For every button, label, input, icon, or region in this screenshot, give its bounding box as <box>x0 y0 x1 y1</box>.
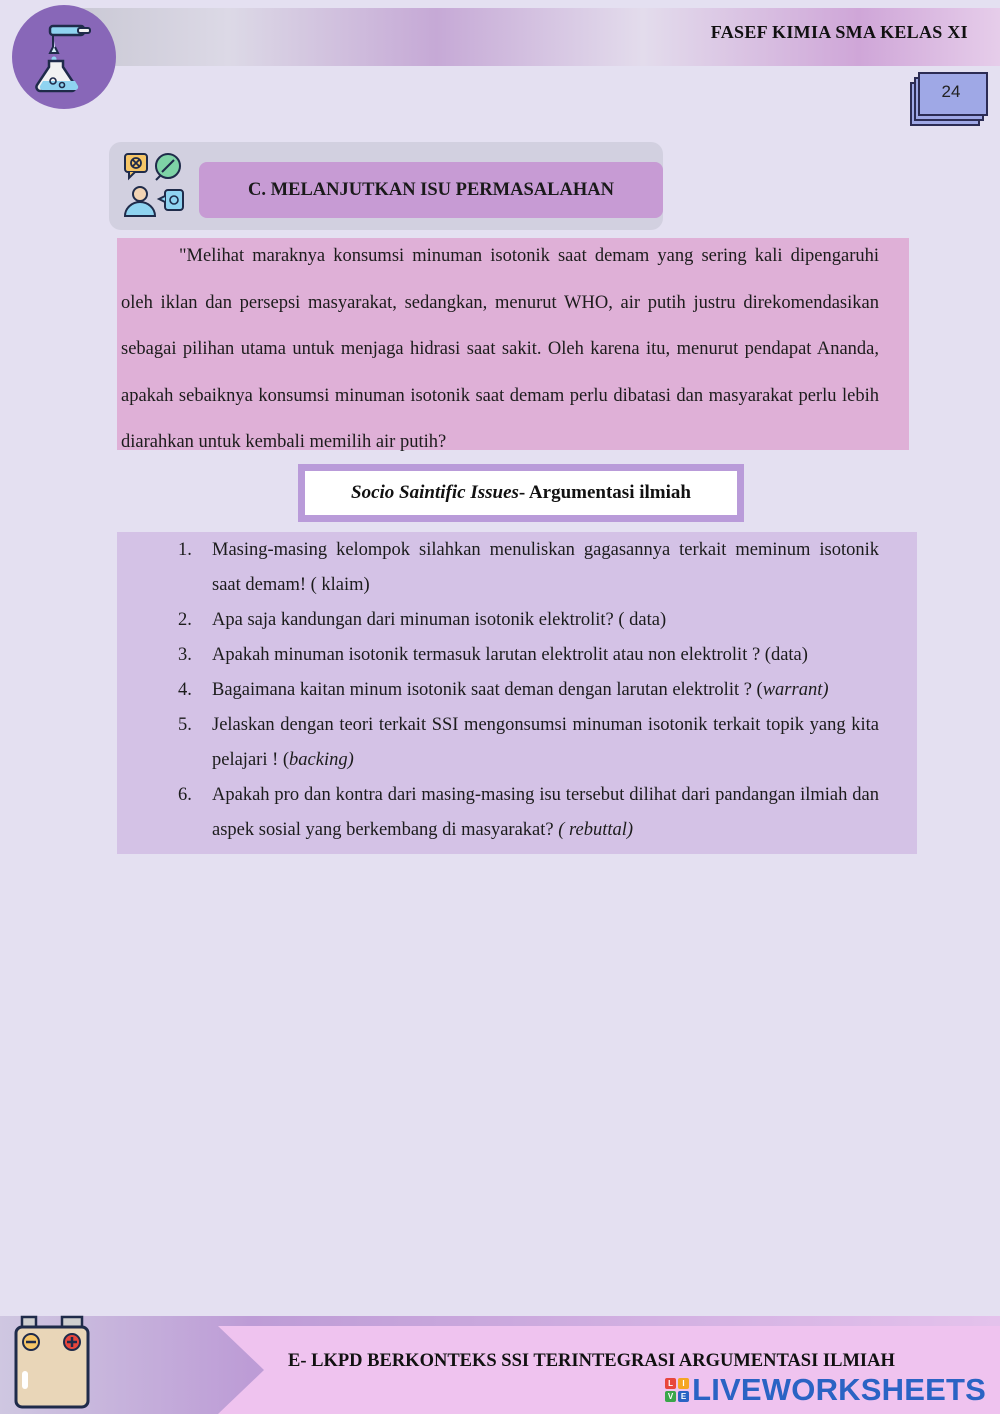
brand-grid-icon <box>665 1378 689 1402</box>
question-text: Bagaimana kaitan minum isotonik saat deman dengan larutan elektrolit ? ( <box>212 680 763 700</box>
question-text: Jelaskan dengan teori terkait SSI mengonsumsi minuman isotonik terkait topik yang kita pelajari ! ( <box>212 715 879 770</box>
page-number: 24 <box>941 82 961 101</box>
flask-dropper-icon <box>34 19 104 95</box>
question-text: Apakah pro dan kontra dari masing-masing isu tersebut dilihat dari pandangan ilmiah dan aspek sosial yang berkembang di masyarakat? <box>212 785 879 840</box>
brand-letter: V <box>665 1391 676 1402</box>
brand-letter: L <box>665 1378 676 1389</box>
question-text: Apa saja kandungan dari minuman isotonik elektrolit? ( data) <box>212 610 667 630</box>
section-header <box>109 142 663 230</box>
question-text: Apakah minuman isotonik termasuk larutan elektrolit atau non elektrolit ? (data) <box>212 645 808 665</box>
question-item <box>178 533 879 603</box>
issue-paragraph: "Melihat maraknya konsumsi minuman isotonik saat demam yang sering kali dipengaruhi oleh iklan dan persepsi masyarakat, sedangkan, menurut WHO, air putih justru direkomendasikan sebagai pilihan utama untuk menjaga hidrasi saat sakit. Oleh karena itu, menurut pendapat Ananda, apakah sebaiknya konsumsi minuman isotonik saat demam perlu dibatasi dan masyarakat perlu lebih diarahkan untuk kembali memilih air putih? <box>121 246 879 452</box>
question-item <box>178 673 879 708</box>
question-list <box>178 533 879 848</box>
header-title: FASEF KIMIA SMA KELAS XI <box>710 22 968 42</box>
question-item <box>178 708 879 778</box>
ssi-title-italic: Socio Saintific Issues <box>351 482 519 503</box>
battery-icon <box>14 1313 90 1411</box>
page-number-badge <box>908 70 990 126</box>
liveworksheets-logo[interactable] <box>665 1372 986 1408</box>
question-item <box>178 638 879 673</box>
logo <box>12 5 116 109</box>
ssi-banner <box>298 464 744 522</box>
question-text: Masing-masing kelompok silahkan menuliskan gagasannya terkait meminum isotonik saat demam! ( klaim) <box>212 540 879 595</box>
brand-letter: E <box>678 1391 689 1402</box>
question-tag: warrant) <box>762 680 829 700</box>
question-tag: ( rebuttal) <box>558 820 634 840</box>
question-number: 1. <box>178 540 192 560</box>
question-number: 5. <box>178 715 192 735</box>
footer-title: E- LKPD BERKONTEKS SSI TERINTEGRASI ARGUMENTASI ILMIAH <box>288 1351 895 1371</box>
discussion-people-icon <box>119 150 185 220</box>
question-item <box>178 778 879 848</box>
question-number: 3. <box>178 645 192 665</box>
question-number: 2. <box>178 610 192 630</box>
question-number: 4. <box>178 680 192 700</box>
section-title: C. MELANJUTKAN ISU PERMASALAHAN <box>199 162 663 218</box>
brand-letter: I <box>678 1378 689 1389</box>
question-item <box>178 603 879 638</box>
question-tag: backing) <box>289 750 354 770</box>
brand-name: LIVEWORKSHEETS <box>692 1372 986 1407</box>
ssi-title-rest: - Argumentasi ilmiah <box>518 482 691 503</box>
question-number: 6. <box>178 785 192 805</box>
